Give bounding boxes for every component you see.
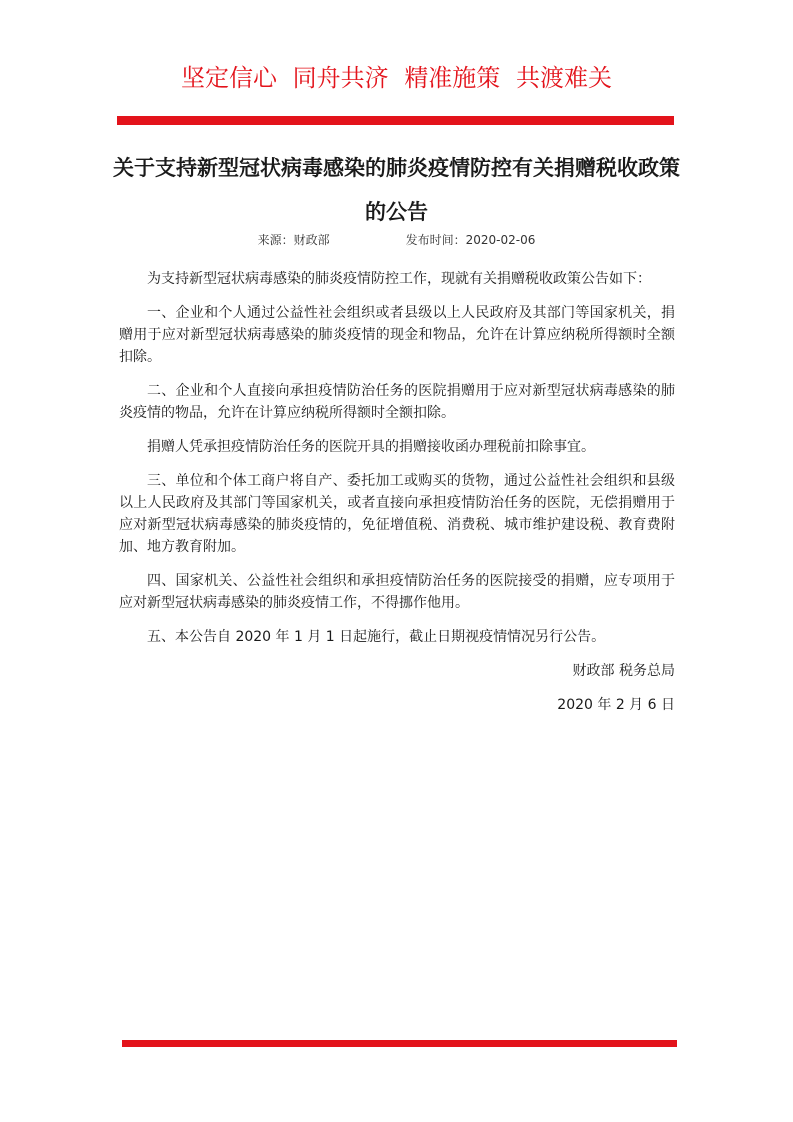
top-red-rule — [117, 116, 674, 125]
slogan-phrase-2: 同舟共济 — [292, 64, 389, 92]
slogan-phrase-3: 精准施策 — [404, 64, 501, 92]
article-source: 来源：财政部 — [257, 233, 330, 247]
article-title: 关于支持新型冠状病毒感染的肺炎疫情防控有关捐赠税收政策的公告 — [113, 156, 680, 224]
slogan-phrase-4: 共渡难关 — [515, 64, 612, 92]
article-meta — [0, 231, 793, 249]
paragraph-item-4: 四、国家机关、公益性社会组织和承担疫情防治任务的医院接受的捐赠，应专项用于应对新型冠状病毒感染的肺炎疫情工作，不得挪作他用。 — [119, 573, 675, 611]
paragraph-item-1: 一、企业和个人通过公益性社会组织或者县级以上人民政府及其部门等国家机关，捐赠用于应对新型冠状病毒感染的肺炎疫情的现金和物品，允许在计算应纳税所得额时全额扣除。 — [119, 305, 675, 365]
paragraph-item-5: 五、本公告自 2020 年 1 月 1 日起施行，截止日期视疫情情况另行公告。 — [147, 629, 606, 645]
article-date: 2020 年 2 月 6 日 — [557, 697, 675, 713]
paragraph-intro: 为支持新型冠状病毒感染的肺炎疫情防控工作，现就有关捐赠税收政策公告如下： — [147, 271, 651, 287]
slogan-phrase-1: 坚定信心 — [181, 64, 278, 92]
article-signature: 财政部 税务总局 — [572, 663, 675, 679]
article-publish-time: 发布时间：2020-02-06 — [405, 233, 536, 247]
paragraph-item-2-note: 捐赠人凭承担疫情防治任务的医院开具的捐赠接收函办理税前扣除事宜。 — [147, 439, 595, 455]
article-body — [119, 268, 675, 728]
slogan-banner — [0, 60, 793, 96]
paragraph-item-2: 二、企业和个人直接向承担疫情防治任务的医院捐赠用于应对新型冠状病毒感染的肺炎疫情的物品，允许在计算应纳税所得额时全额扣除。 — [119, 383, 675, 421]
bottom-red-rule — [122, 1040, 677, 1047]
paragraph-item-3: 三、单位和个体工商户将自产、委托加工或购买的货物，通过公益性社会组织和县级以上人民政府及其部门等国家机关，或者直接向承担疫情防治任务的医院，无偿捐赠用于应对新型冠状病毒感染的肺炎疫情的，免征增值税、消费税、城市维护建设税、教育费附加、地方教育附加。 — [119, 473, 675, 555]
